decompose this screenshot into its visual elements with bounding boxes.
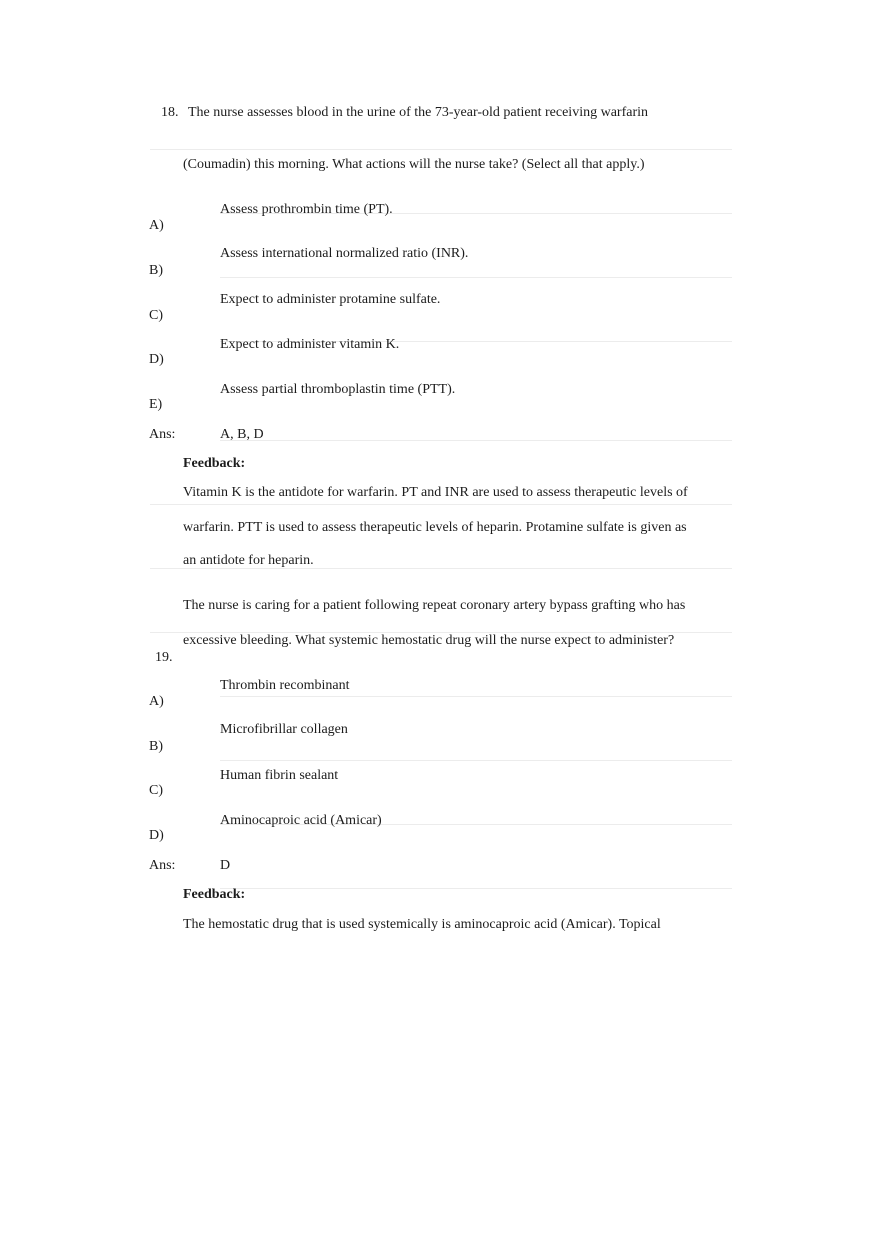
question-stem-line: excessive bleeding. What systemic hemostatic drug will the nurse expect to administer? bbox=[183, 633, 675, 648]
feedback-line: an antidote for heparin. bbox=[183, 553, 314, 568]
row-divider bbox=[220, 696, 732, 697]
option-text: Expect to administer vitamin K. bbox=[220, 337, 400, 352]
option-letter: C) bbox=[149, 783, 163, 798]
feedback-line: warfarin. PTT is used to assess therapeutic levels of heparin. Protamine sulfate is given as bbox=[183, 520, 687, 535]
option-text: Expect to administer protamine sulfate. bbox=[220, 292, 441, 307]
option-letter: D) bbox=[149, 352, 164, 367]
option-text: Assess prothrombin time (PT). bbox=[220, 202, 393, 217]
option-letter: E) bbox=[149, 397, 163, 412]
question-stem-line: The nurse assesses blood in the urine of the 73-year-old patient receiving warfarin bbox=[188, 105, 649, 120]
row-divider bbox=[220, 760, 732, 761]
answer-label: Ans: bbox=[149, 427, 176, 442]
feedback-line: The hemostatic drug that is used systemically is aminocaproic acid (Amicar). Topical bbox=[183, 917, 661, 932]
question-stem-line: The nurse is caring for a patient following repeat coronary artery bypass grafting who has bbox=[183, 598, 686, 613]
option-text: Assess international normalized ratio (INR). bbox=[220, 246, 469, 261]
option-text: Human fibrin sealant bbox=[220, 768, 339, 783]
row-divider bbox=[220, 888, 732, 889]
option-letter: C) bbox=[149, 308, 163, 323]
option-text: Assess partial thromboplastin time (PTT). bbox=[220, 382, 456, 397]
option-text: Aminocaproic acid (Amicar) bbox=[220, 813, 382, 828]
option-letter: A) bbox=[149, 218, 164, 233]
row-divider bbox=[220, 277, 732, 278]
option-letter: B) bbox=[149, 739, 163, 754]
feedback-heading: Feedback: bbox=[183, 456, 246, 471]
feedback-line: Vitamin K is the antidote for warfarin. PT and INR are used to assess therapeutic levels of bbox=[183, 485, 688, 500]
option-letter: B) bbox=[149, 263, 163, 278]
row-divider bbox=[220, 440, 732, 441]
answer-value: A, B, D bbox=[220, 427, 264, 442]
answer-value: D bbox=[220, 858, 231, 873]
answer-label: Ans: bbox=[149, 858, 176, 873]
option-letter: A) bbox=[149, 694, 164, 709]
question-number: 18. bbox=[161, 105, 179, 120]
row-divider bbox=[150, 504, 732, 505]
feedback-heading: Feedback: bbox=[183, 887, 246, 902]
question-stem-line: (Coumadin) this morning. What actions will the nurse take? (Select all that apply.) bbox=[183, 157, 645, 172]
option-text: Thrombin recombinant bbox=[220, 678, 350, 693]
option-text: Microfibrillar collagen bbox=[220, 722, 348, 737]
option-letter: D) bbox=[149, 828, 164, 843]
row-divider bbox=[150, 149, 732, 150]
question-number: 19. bbox=[155, 650, 173, 665]
